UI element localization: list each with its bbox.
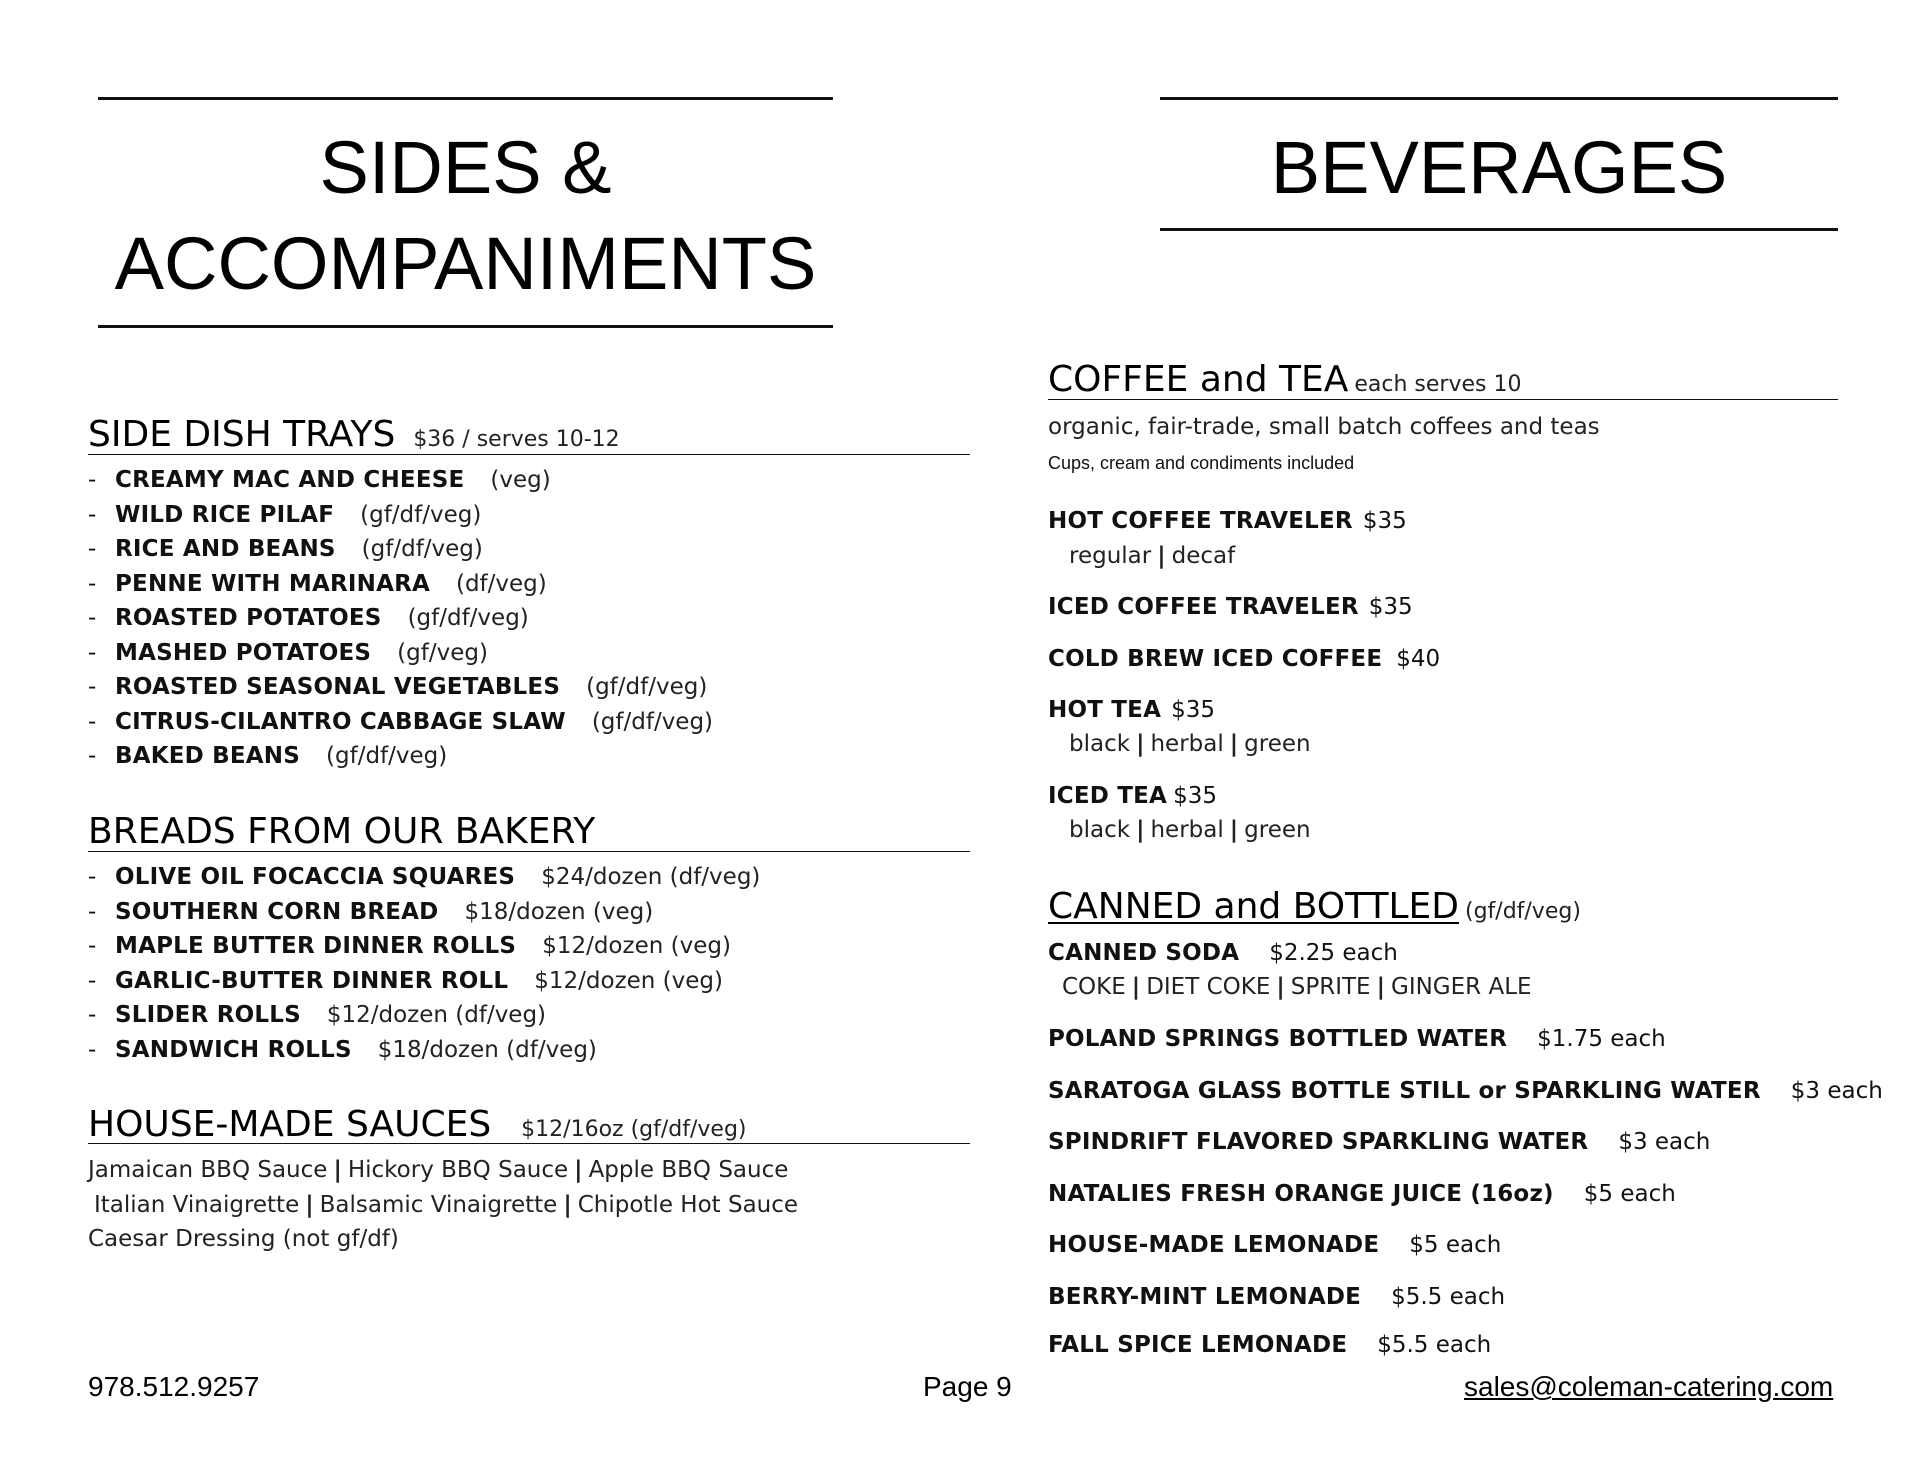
list-item: BERRY-MINT LEMONADE $5.5 each <box>1048 1284 1506 1310</box>
list-item: ICED COFFEE TRAVELER $35 <box>1048 594 1413 620</box>
breads-heading: BREADS FROM OUR BAKERY <box>88 811 596 852</box>
list-item: COLD BREW ICED COFFEE $40 <box>1048 646 1441 672</box>
list-item: - BAKED BEANS (gf/df/veg) <box>88 743 448 769</box>
beverages-title: BEVERAGES <box>1270 126 1728 209</box>
side-dish-heading-text: SIDE DISH TRAYS <box>88 414 396 455</box>
breads-rule <box>88 851 970 852</box>
list-item: HOUSE-MADE LEMONADE $5 each <box>1048 1232 1502 1258</box>
list-item: - SLIDER ROLLS $12/dozen (df/veg) <box>88 1002 547 1028</box>
list-item: ICED TEA $35 <box>1048 783 1217 809</box>
list-item: - RICE AND BEANS (gf/df/veg) <box>88 536 483 562</box>
canned-heading <box>1048 887 1581 932</box>
list-item: HOT COFFEE TRAVELER $35 <box>1048 508 1407 534</box>
list-item: - SOUTHERN CORN BREAD $18/dozen (veg) <box>88 898 654 925</box>
side-dish-list <box>88 463 713 774</box>
sides-title-line2: ACCOMPANIMENTS <box>114 222 817 305</box>
list-item: - CITRUS-CILANTRO CABBAGE SLAW (gf/df/veg) <box>88 708 714 735</box>
hot-tea-options: black | herbal | green <box>1069 731 1311 757</box>
breads-list <box>88 860 760 1067</box>
list-item: POLAND SPRINGS BOTTLED WATER $1.75 each <box>1048 1026 1666 1052</box>
list-item: - SANDWICH ROLLS $18/dozen (df/veg) <box>88 1036 597 1063</box>
list-item: - CREAMY MAC AND CHEESE (veg) <box>88 467 551 493</box>
list-item: HOT TEA $35 <box>1048 697 1216 723</box>
hot-coffee-options: regular | decaf <box>1069 543 1236 569</box>
title-rule-top <box>98 97 833 100</box>
bev-rule-top <box>1160 97 1838 100</box>
list-item: - PENNE WITH MARINARA (df/veg) <box>88 570 547 597</box>
sauces-rule <box>88 1143 970 1144</box>
list-item: - ROASTED POTATOES (gf/df/veg) <box>88 605 529 631</box>
bev-rule-bottom <box>1160 228 1838 231</box>
list-item: SPINDRIFT FLAVORED SPARKLING WATER $3 each <box>1048 1129 1711 1155</box>
list-item: - MASHED POTATOES (gf/veg) <box>88 639 488 666</box>
side-dish-rule <box>88 454 970 455</box>
coffee-note: each serves 10 <box>1354 372 1522 397</box>
list-item: FALL SPICE LEMONADE $5.5 each <box>1048 1332 1492 1358</box>
list-item: SARATOGA GLASS BOTTLE STILL or SPARKLING WATER $3 each <box>1048 1078 1883 1104</box>
list-item: - WILD RICE PILAF (gf/df/veg) <box>88 501 482 528</box>
footer-page-number: Page 9 <box>923 1371 1012 1402</box>
footer-phone: 978.512.9257 <box>88 1371 260 1402</box>
iced-tea-options: black | herbal | green <box>1069 817 1311 843</box>
sauces-row-1: Jamaican BBQ Sauce | Hickory BBQ Sauce | Apple BBQ Sauce <box>88 1157 789 1183</box>
sauces-heading-text: HOUSE-MADE SAUCES <box>88 1104 492 1145</box>
list-item: - GARLIC-BUTTER DINNER ROLL $12/dozen (veg) <box>88 967 723 994</box>
side-dish-price: $36 / serves 10-12 <box>413 427 620 452</box>
list-item: - OLIVE OIL FOCACCIA SQUARES $24/dozen (df/veg) <box>88 864 761 890</box>
list-item: NATALIES FRESH ORANGE JUICE (16oz) $5 each <box>1048 1181 1676 1207</box>
footer-email-link[interactable]: sales@coleman-catering.com <box>1464 1371 1834 1402</box>
sauces-row-3: Caesar Dressing (not gf/df) <box>88 1226 399 1252</box>
title-rule-bottom <box>98 325 833 328</box>
coffee-sub: Cups, cream and condiments included <box>1048 453 1355 473</box>
coffee-rule <box>1048 399 1838 400</box>
coffee-heading-text: COFFEE and TEA <box>1048 359 1349 400</box>
list-item: CANNED SODA $2.25 each <box>1048 940 1398 966</box>
sauces-row-2: Italian Vinaigrette | Balsamic Vinaigrette | Chipotle Hot Sauce <box>94 1192 799 1218</box>
canned-heading-text: CANNED and BOTTLED <box>1048 886 1459 927</box>
coffee-desc: organic, fair-trade, small batch coffees and teas <box>1048 414 1600 440</box>
canned-note: (gf/df/veg) <box>1464 899 1581 924</box>
list-item: - ROASTED SEASONAL VEGETABLES (gf/df/veg) <box>88 674 708 700</box>
list-item: - MAPLE BUTTER DINNER ROLLS $12/dozen (veg) <box>88 933 731 959</box>
sides-title-line1: SIDES & <box>319 126 612 209</box>
canned-soda-options: COKE | DIET COKE | SPRITE | GINGER ALE <box>1062 974 1532 1000</box>
sauces-price: $12/16oz (gf/df/veg) <box>521 1117 747 1142</box>
